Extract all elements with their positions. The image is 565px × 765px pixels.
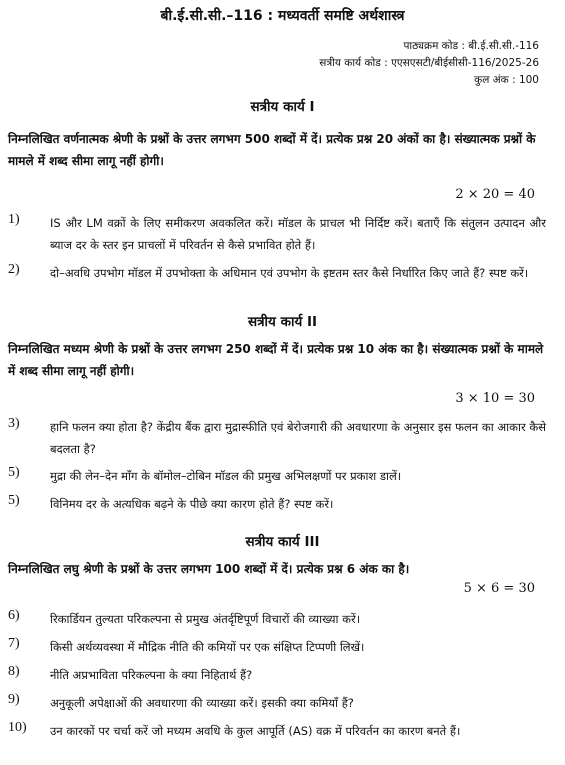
question-text: विनिमय दर के अत्यधिक बढ़ने के पीछे क्या कारण होते हैं? स्पष्ट करें। — [50, 497, 334, 511]
question-item — [0, 493, 565, 533]
course-code: पाठ्यक्रम कोड : बी.ई.सी.सी.-116 — [403, 40, 539, 52]
section-marks-2: 3 × 10 = 30 — [455, 391, 535, 406]
question-text: नीति अप्रभाविता परिकल्पना के क्या निहितार्थ हैं? — [50, 668, 253, 682]
meta-block — [319, 38, 539, 89]
question-number: 10) — [8, 720, 27, 735]
section-instruction-2: निम्नलिखित मध्यम श्रेणी के प्रश्नों के उत्तर लगभग 250 शब्दों में दें। प्रत्येक प्रश्न 10 अंक का है। संख्यात्मक प्रश्नों के मामले में शब्द सीमा लागू नहीं होगी। — [8, 342, 544, 378]
question-text: अनुकूली अपेक्षाओं की अवधारणा की व्याख्या करें। इसकी क्या कमियाँ हैं? — [50, 696, 354, 710]
document-title: बी.ई.सी.सी.–116 : मध्यवर्ती समष्टि अर्थशास्त्र — [160, 8, 405, 24]
question-number: 8) — [8, 664, 20, 679]
section-marks-3: 5 × 6 = 30 — [463, 581, 535, 596]
question-number: 5) — [8, 493, 20, 508]
section-instruction-3: निम्नलिखित लघु श्रेणी के प्रश्नों के उत्तर लगभग 100 शब्दों में दें। प्रत्येक प्रश्न 6 अंक का है। — [8, 562, 410, 576]
question-text: मुद्रा की लेन–देन माँग के बॉमोल–टोबिन मॉडल की प्रमुख अभिलक्षणों पर प्रकाश डालें। — [50, 469, 402, 483]
question-text: IS और LM वक्रों के लिए समीकरण अवकलित करें। मॉडल के प्राचल भी निर्दिष्ट करें। बताएँ कि संतुलन उत्पादन और ब्याज दर के स्तर इन प्राचलों में परिवर्तन से कैसे प्रभावित होते हैं। — [50, 216, 546, 252]
question-text: रिकार्डियन तुल्यता परिकल्पना से प्रमुख अंतर्दृष्टिपूर्ण विचारों की व्याख्या करें। — [50, 612, 361, 626]
question-number: 7) — [8, 636, 20, 651]
question-text: किसी अर्थव्यवस्था में मौद्रिक नीति की कमियों पर एक संक्षिप्त टिप्पणी लिखें। — [50, 640, 365, 654]
question-text: दो–अवधि उपभोग मॉडल में उपभोक्ता के अधिमान एवं उपभोग के इष्टतम स्तर कैसे निर्धारित किए जाते हैं? स्पष्ट करें। — [50, 266, 529, 280]
question-item — [0, 416, 565, 456]
section-heading-2: सत्रीय कार्य II — [247, 314, 318, 330]
question-number: 2) — [8, 262, 20, 277]
section-heading-1: सत्रीय कार्य I — [250, 99, 315, 115]
question-text: उन कारकों पर चर्चा करें जो मध्यम अवधि के कुल आपूर्ति (AS) वक्र में परिवर्तन का कारण बनते हैं। — [50, 724, 461, 738]
section-instruction-1: निम्नलिखित वर्णनात्मक श्रेणी के प्रश्नों के उत्तर लगभग 500 शब्दों में दें। प्रत्येक प्रश्न 20 अंकों का है। संख्यात्मक प्रश्नों के मामले में शब्द सीमा लागू नहीं होगी। — [8, 132, 536, 168]
total-marks: कुल अंक : 100 — [474, 74, 539, 86]
section-heading-3: सत्रीय कार्य III — [245, 534, 320, 550]
assignment-code: सत्रीय कार्य कोड : एएसएसटी/बीईसीसी-116/2025-26 — [319, 57, 539, 69]
section-marks-1: 2 × 20 = 40 — [455, 187, 535, 202]
question-number: 9) — [8, 692, 20, 707]
question-number: 5) — [8, 465, 20, 480]
question-item — [0, 720, 565, 760]
question-text: हानि फलन क्या होता है? केंद्रीय बैंक द्वारा मुद्रास्फीति एवं बेरोजगारी की अवधारणा के अनुसार इस फलन का आकार कैसे बदलता है? — [50, 420, 546, 456]
question-number: 1) — [8, 212, 20, 227]
question-item — [0, 212, 565, 252]
question-number: 3) — [8, 416, 20, 431]
question-item — [0, 262, 565, 302]
question-number: 6) — [8, 608, 20, 623]
